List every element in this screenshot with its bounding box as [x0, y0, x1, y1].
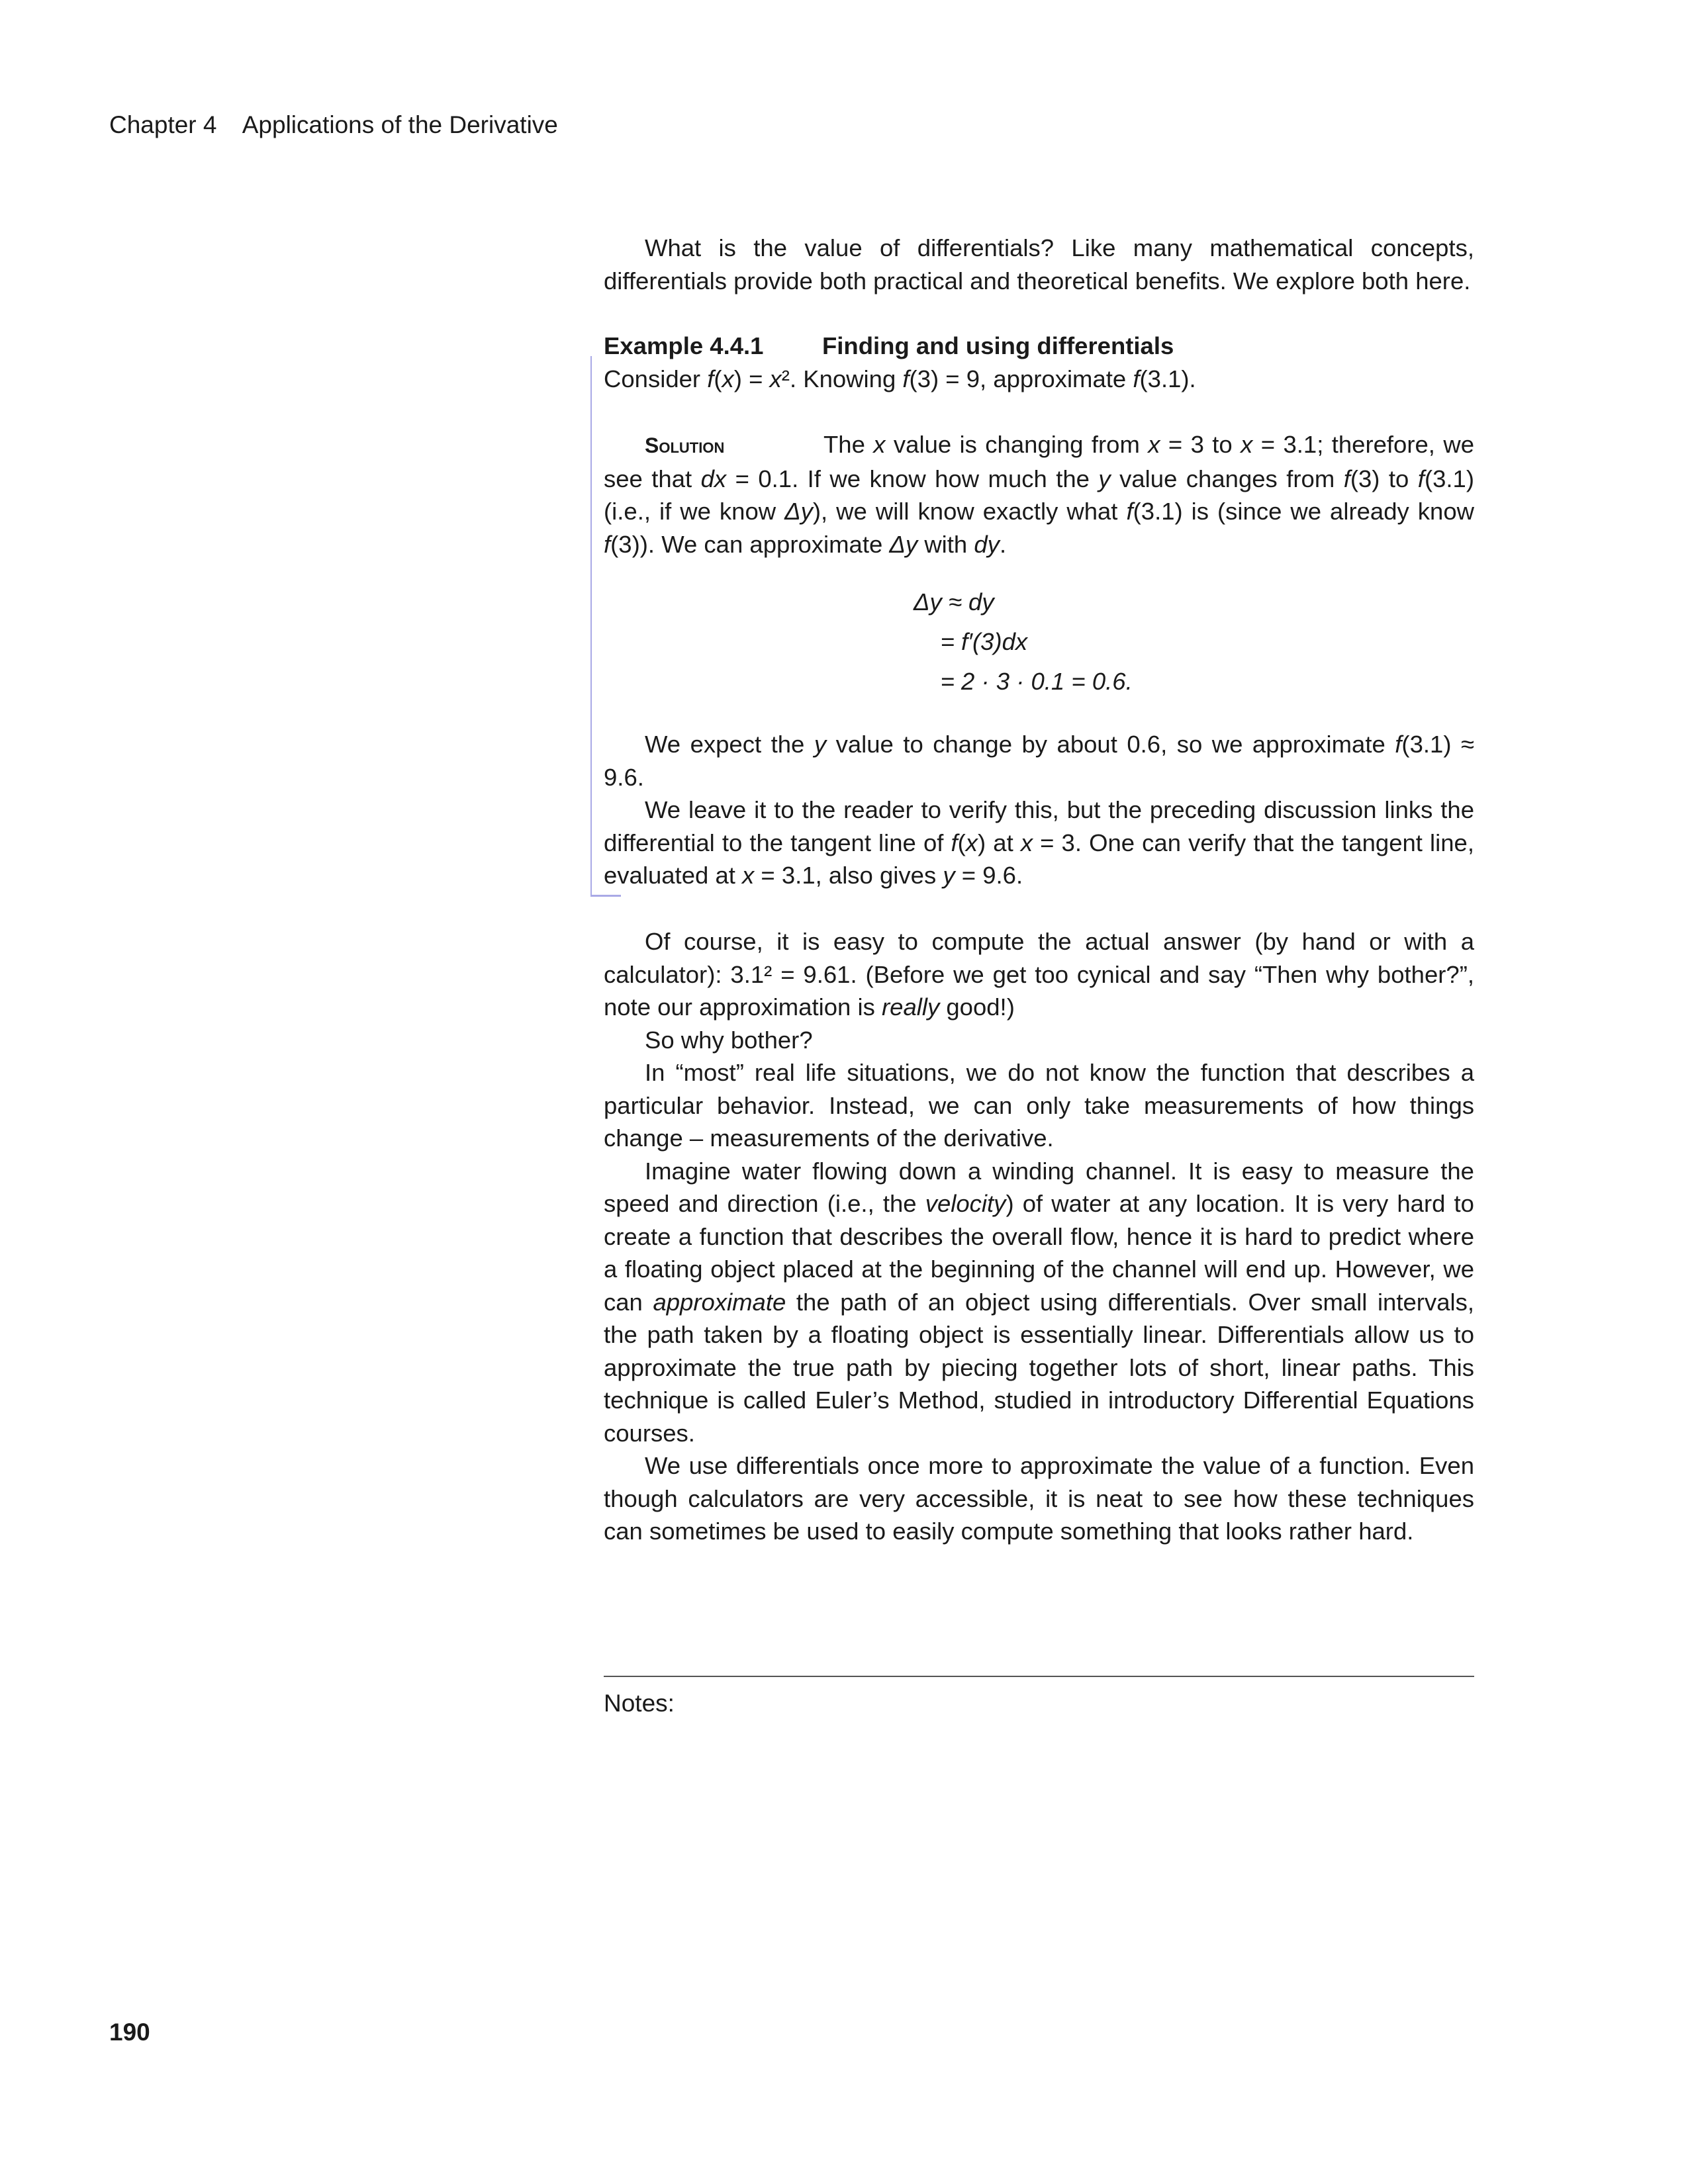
text-run: ) of water at any location. It is very hard to create a function that describes the overall flow, hence it is hard to predict where a floating object placed at the beginning of the channel will end up. However, we can [604, 1190, 1474, 1316]
page-number: 190 [109, 2019, 150, 2046]
text-run: We expect the [645, 731, 814, 758]
example-heading [604, 330, 1474, 363]
text-run: (3) = 9, approximate [909, 365, 1133, 392]
running-header [109, 111, 578, 139]
paragraph [604, 1155, 1474, 1450]
math-run: x [769, 365, 782, 392]
math-run: f [707, 365, 714, 392]
text-run: ) at [978, 829, 1021, 856]
text-run: ), we will know exactly what [812, 498, 1127, 525]
text-run: the path of an object using differentials. Over small intervals, the path taken by a floating object is essentially linear. Differentials allow us to approximate the true path by piecing together lots of short, linear paths. This technique is called Euler’s Method, studied in introductory Differential Equations courses. [604, 1288, 1474, 1447]
text-run: good!) [939, 993, 1015, 1021]
paragraph [604, 728, 1474, 794]
text-run: = 0.1. If we know how much the [726, 465, 1099, 492]
text-run: = 9.6. [955, 862, 1023, 889]
body-text [604, 925, 1474, 1548]
text-run: The [823, 431, 874, 458]
text-run: . [999, 530, 1007, 558]
equation-line: = 2 · 3 · 0.1 = 0.6. [914, 668, 1133, 695]
example-statement [604, 363, 1474, 396]
paragraph [604, 925, 1474, 1024]
math-run: y [1098, 465, 1111, 492]
notes-label: Notes: [604, 1690, 675, 1717]
math-run: f [951, 829, 958, 856]
intro-text [604, 232, 1474, 297]
paragraph [604, 794, 1474, 892]
math-run: f [1343, 465, 1350, 492]
text-run: In “most” real life situations, we do not know the function that describes a particular behavior. Instead, we can only take measurements of how things change – measurements of the derivative. [604, 1059, 1474, 1152]
text-run: (3)). We can approximate [610, 530, 890, 558]
math-run: f [902, 365, 910, 392]
text-run: ². Knowing [781, 365, 903, 392]
math-run: x [965, 829, 978, 856]
math-run: x [722, 365, 734, 392]
math-run: f [1126, 498, 1133, 525]
example-title: Finding and using differentials [822, 332, 1174, 359]
text-run: What is the value of differentials? Like many mathematical concepts, differentials provide both practical and theoretical benefits. We explore both here. [604, 234, 1474, 295]
text-run: ) = [733, 365, 770, 392]
equation-block [914, 582, 1133, 702]
math-run: velocity [925, 1190, 1006, 1217]
text-run: with [917, 530, 974, 558]
text-run: value to change by about 0.6, so we approximate [826, 731, 1395, 758]
math-run: x [1148, 431, 1160, 458]
math-run: f [1417, 465, 1425, 492]
math-run: y [943, 862, 955, 889]
chapter-title: Applications of the Derivative [242, 111, 558, 138]
math-run: really [881, 993, 940, 1021]
chapter-label: Chapter 4 [109, 111, 217, 138]
notes-divider [604, 1676, 1474, 1677]
example [604, 330, 1474, 561]
text-run: ( [957, 829, 966, 856]
text-run: value is changing from [885, 431, 1149, 458]
math-run: dx [700, 465, 727, 492]
text-run: Imagine water flowing down a winding channel. It is easy to measure the speed and direction (i.e., the [604, 1157, 1474, 1217]
text-run: (3.1) (i.e., if we know [604, 465, 1474, 525]
math-run: f [1133, 365, 1140, 392]
math-run: f [604, 530, 611, 558]
paragraph [604, 1056, 1474, 1155]
text-run: Of course, it is easy to compute the actual answer (by hand or with a calculator): 3.1² = 9.61. (Before we get too cynical and say “Then why bother?”, note our approximation is [604, 928, 1474, 1021]
math-run: dy [974, 530, 1000, 558]
equation-line: = f′(3)dx [914, 628, 1028, 655]
example-border [590, 356, 592, 896]
example-border-foot [590, 895, 621, 897]
text-run: = 3.1; therefore, we see that [604, 431, 1474, 492]
text-run: So why bother? [645, 1026, 813, 1054]
math-run: x [1241, 431, 1253, 458]
text-run: (3) to [1350, 465, 1418, 492]
paragraph [604, 1024, 1474, 1057]
text-run: We use differentials once more to approximate the value of a function. Even though calculators are very accessible, it is neat to see how these techniques can sometimes be used to easily compute something that looks rather hard. [604, 1452, 1474, 1545]
example-conclusion [604, 728, 1474, 892]
paragraph [604, 232, 1474, 297]
text-run: (3.1) ≈ 9.6. [604, 731, 1474, 791]
math-run: x [742, 862, 755, 889]
example-number: Example 4.4.1 [604, 332, 764, 359]
math-run: x [1020, 829, 1033, 856]
text-run: (3.1) is (since we already know [1133, 498, 1474, 525]
math-run: approximate [653, 1288, 786, 1316]
equation-line: Δy ≈ dy [914, 588, 994, 615]
math-run: f [1395, 731, 1402, 758]
text-run: (3.1). [1139, 365, 1196, 392]
math-run: x [873, 431, 886, 458]
text-run: = 3 to [1160, 431, 1241, 458]
solution-paragraph [604, 428, 1474, 561]
text-run: = 3. One can verify that the tangent line, evaluated at [604, 829, 1474, 889]
math-run: Δy [889, 530, 918, 558]
math-run: y [814, 731, 827, 758]
text-run: value changes from [1110, 465, 1344, 492]
text-run: = 3.1, also gives [754, 862, 943, 889]
solution-label: Solution [645, 433, 725, 457]
text-run: We leave it to the reader to verify this, but the preceding discussion links the differential to the tangent line of [604, 796, 1474, 856]
paragraph [604, 1449, 1474, 1548]
math-run: Δy [784, 498, 813, 525]
text-run: Consider [604, 365, 708, 392]
text-run: ( [714, 365, 722, 392]
